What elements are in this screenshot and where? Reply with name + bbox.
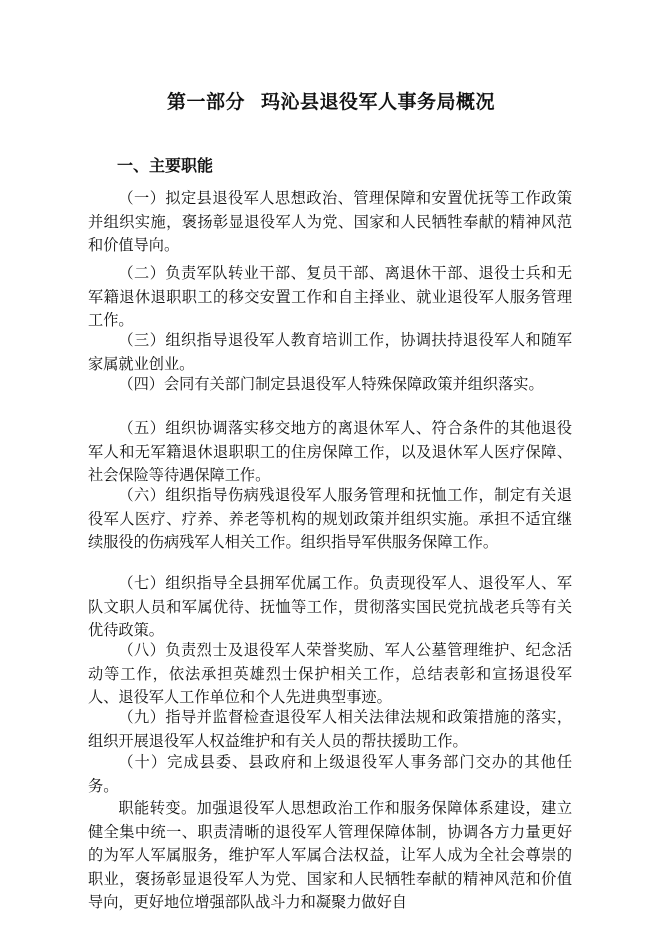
paragraph-duty-4: （四）会同有关部门制定县退役军人特殊保障政策并组织落实。 [118,375,544,393]
paragraph-function-shift: 职能转变。加强退役军人思想政治工作和服务保障体系建设，建立健全集中统一、职责清晰的退役军人管理保障体制，协调各方力量更好的为军人军属服务，维护军人军属合法权益，让军人成为全社会尊崇的职业，褒扬彰显退役军人为党、国家和人民牺牲奉献的精神风范和价值导向，更好地位增强部队战斗力和凝聚力做好自 [88,799,572,911]
paragraph-duty-10: （十）完成县委、县政府和上级退役军人事务部门交办的其他任务。 [88,753,572,795]
paragraph-duty-8: （八）负责烈士及退役军人荣誉奖励、军人公墓管理维护、纪念活动等工作，依法承担英雄烈士保护相关工作，总结表彰和宣扬退役军人、退役军人工作单位和个人先进典型事迹。 [88,641,572,706]
paragraph-duty-2: （二）负责军队转业干部、复员干部、离退休干部、退役士兵和无军籍退休退职职工的移交安置工作和自主择业、就业退役军人服务管理工作。 [88,264,572,329]
paragraph-duty-3: （三）组织指导退役军人教育培训工作，协调扶持退役军人和随军家属就业创业。 [88,331,572,373]
page-title [0,87,662,114]
paragraph-duty-7: （七）组织指导全县拥军优属工作。负责现役军人、退役军人、军队文职人员和军属优待、抚恤等工作，贯彻落实国民党抗战老兵等有关优待政策。 [88,574,572,639]
paragraph-duty-6: （六）组织指导伤病残退役军人服务管理和抚恤工作，制定有关退役军人医疗、疗养、养老等机构的规划政策并组织实施。承担不适宜继续服役的伤病残军人相关工作。组织指导军供服务保障工作。 [88,486,572,551]
title-part: 第一部分 [166,91,245,113]
paragraph-duty-9: （九）指导并监督检查退役军人相关法律法规和政策措施的落实，组织开展退役军人权益维护和有关人员的帮扶援助工作。 [88,708,572,750]
section-heading: 一、主要职能 [117,156,214,175]
paragraph-duty-1: （一）拟定县退役军人思想政治、管理保障和安置优抚等工作政策并组织实施，褒扬彰显退役军人为党、国家和人民牺牲奉献的精神风范和价值导向。 [88,189,572,254]
title-name: 玛沁县退役军人事务局概况 [261,91,496,113]
paragraph-duty-5: （五）组织协调落实移交地方的离退休军人、符合条件的其他退役军人和无军籍退休退职职工的住房保障工作，以及退休军人医疗保障、社会保险等待遇保障工作。 [88,419,572,484]
